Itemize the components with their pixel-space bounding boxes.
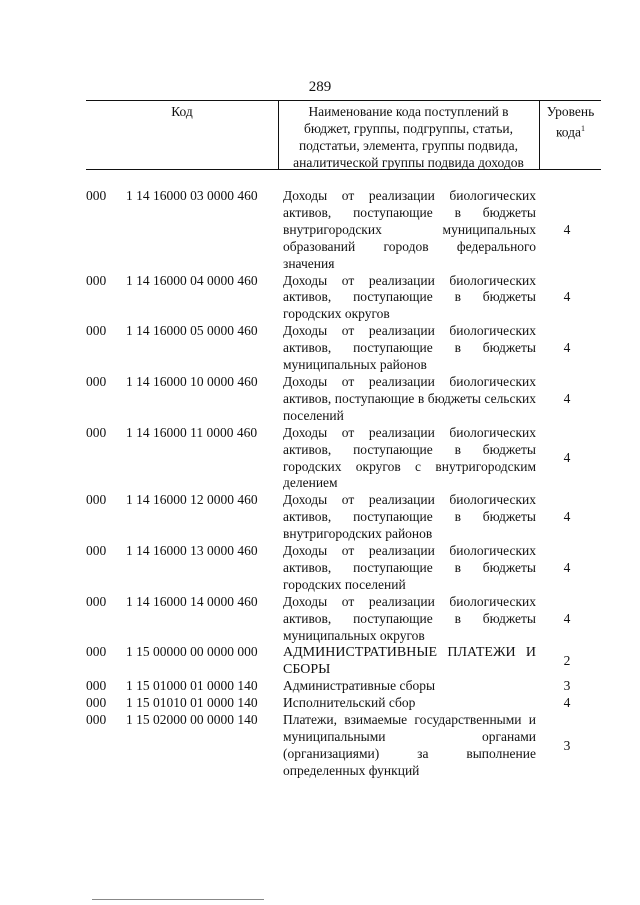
header-name-line: аналитической группы подвида доходов <box>293 155 524 170</box>
income-name-cell: Доходы от реализации биологических активов, поступающие в бюджеты внутригородских муниципальных образований городов федерального значения <box>283 188 536 271</box>
header-name-line: бюджет, группы, подгруппы, статьи, <box>304 121 513 136</box>
admin-code-cell: 000 <box>86 593 107 609</box>
income-name-cell: Доходы от реализации биологических активов, поступающие в бюджеты городских округов <box>283 272 536 322</box>
level-cell: 4 <box>563 450 571 466</box>
table-header <box>86 100 601 170</box>
level-cell: 4 <box>563 390 571 406</box>
header-name-line: подстатьи, элемента, группы подвида, <box>298 138 519 153</box>
admin-code-cell: 000 <box>86 424 107 440</box>
table-row <box>86 594 601 645</box>
table-body <box>86 188 601 780</box>
table-row <box>86 543 601 594</box>
admin-code-cell: 000 <box>86 272 107 288</box>
budget-code-cell: 1 14 16000 05 0000 460 <box>126 323 258 339</box>
header-level <box>539 101 601 169</box>
budget-code-cell: 1 15 02000 00 0000 140 <box>126 712 258 728</box>
budget-code-cell: 1 14 16000 11 0000 460 <box>126 424 258 440</box>
budget-code-cell: 1 15 01000 01 0000 140 <box>126 678 258 694</box>
header-name <box>278 101 538 169</box>
footnote-marker: 1 <box>581 124 586 133</box>
income-name-cell: Доходы от реализации биологических активов, поступающие в бюджеты сельских поселений <box>283 373 536 423</box>
budget-code-cell: 1 14 16000 13 0000 460 <box>126 543 258 559</box>
income-name-cell: Административные сборы <box>283 678 436 694</box>
budget-code-cell: 1 15 00000 00 0000 000 <box>126 644 258 660</box>
page-number: 289 <box>308 79 332 95</box>
table-row <box>86 425 601 493</box>
admin-code-cell: 000 <box>86 695 107 711</box>
footnote-divider <box>92 899 264 900</box>
header-name-line: Наименование кода поступлений в <box>308 104 509 119</box>
header-code-label: Код <box>171 104 193 119</box>
budget-code-cell: 1 14 16000 04 0000 460 <box>126 272 258 288</box>
income-name-cell: Доходы от реализации биологических активов, поступающие в бюджеты муниципальных районов <box>283 323 536 373</box>
budget-code-cell: 1 14 16000 10 0000 460 <box>126 373 258 389</box>
table-row <box>86 492 601 543</box>
header-level-line2: кода <box>555 124 582 140</box>
budget-code-cell: 1 14 16000 14 0000 460 <box>126 593 258 609</box>
admin-code-cell: 000 <box>86 373 107 389</box>
income-name-cell: Исполнительский сбор <box>283 695 416 711</box>
admin-code-cell: 000 <box>86 644 107 660</box>
admin-code-cell: 000 <box>86 188 107 203</box>
level-cell: 3 <box>563 678 571 694</box>
level-cell: 4 <box>563 509 571 525</box>
level-cell: 4 <box>563 221 571 237</box>
admin-code-cell: 000 <box>86 678 107 694</box>
header-level-line2-wrap <box>540 120 601 141</box>
admin-code-cell: 000 <box>86 323 107 339</box>
header-code <box>86 101 278 169</box>
level-cell: 4 <box>563 289 571 305</box>
level-cell: 4 <box>563 695 571 711</box>
income-name-cell: Доходы от реализации биологических активов, поступающие в бюджеты внутригородских районов <box>283 492 536 542</box>
level-cell: 4 <box>563 340 571 356</box>
income-name-cell: Доходы от реализации биологических активов, поступающие в бюджеты муниципальных округов <box>283 593 536 643</box>
budget-code-cell: 1 15 01010 01 0000 140 <box>126 695 258 711</box>
table-row <box>86 374 601 425</box>
level-cell: 4 <box>563 559 571 575</box>
level-cell: 3 <box>563 737 571 753</box>
income-name-cell: АДМИНИСТРАТИВНЫЕ ПЛАТЕЖИ И СБОРЫ <box>283 645 536 678</box>
level-cell: 4 <box>563 610 571 626</box>
budget-code-cell: 1 14 16000 03 0000 460 <box>126 188 258 203</box>
income-name-cell: Доходы от реализации биологических активов, поступающие в бюджеты городских поселений <box>283 543 536 592</box>
admin-code-cell: 000 <box>86 712 107 728</box>
header-level-line1: Уровень <box>546 104 595 119</box>
table-row <box>86 695 601 712</box>
table-row <box>86 188 601 273</box>
admin-code-cell: 000 <box>86 543 107 559</box>
table-row <box>86 273 601 324</box>
level-cell: 2 <box>563 653 571 669</box>
table-row <box>86 712 601 780</box>
income-name-cell: Доходы от реализации биологических активов, поступающие в бюджеты городских округов с внутригородским делением <box>283 424 536 491</box>
table-row <box>86 644 601 678</box>
table-row <box>86 678 601 695</box>
table-row <box>86 323 601 374</box>
admin-code-cell: 000 <box>86 492 107 508</box>
income-name-cell: Платежи, взимаемые государственными и муниципальными органами (организациями) за выполнение определенных функций <box>283 712 536 778</box>
budget-code-cell: 1 14 16000 12 0000 460 <box>126 492 258 508</box>
